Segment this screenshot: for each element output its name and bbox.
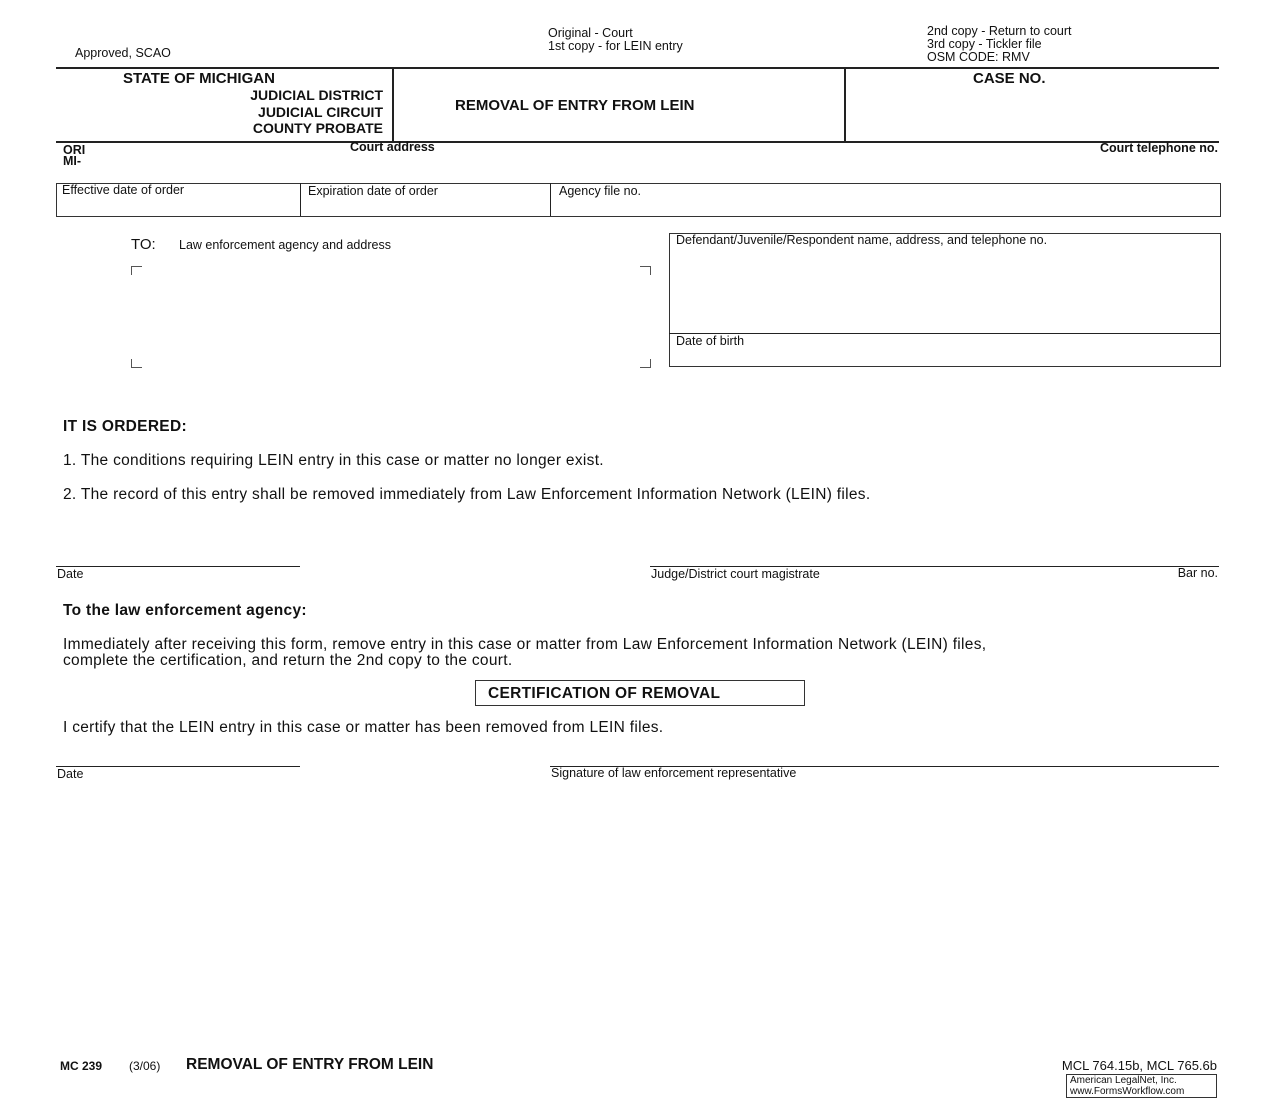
ori-label: ORI xyxy=(63,143,86,157)
court-phone-label: Court telephone no. xyxy=(1099,141,1218,155)
legalnet-badge xyxy=(1066,1074,1217,1098)
distribution-line: 2nd copy - Return to court xyxy=(927,24,1072,38)
judge-label: Judge/District court magistrate xyxy=(651,567,820,581)
to-label: TO: xyxy=(131,236,156,253)
legalnet-name: American LegalNet, Inc. xyxy=(1070,1075,1177,1086)
footer-title: REMOVAL OF ENTRY FROM LEIN xyxy=(186,1056,434,1073)
order-item: 2. The record of this entry shall be removed immediately from Law Enforcement Information Network (LEIN) files. xyxy=(63,486,871,503)
divider xyxy=(300,183,301,216)
divider xyxy=(550,183,551,216)
ordered-heading: IT IS ORDERED: xyxy=(63,418,187,435)
form-title: REMOVAL OF ENTRY FROM LEIN xyxy=(455,97,695,114)
divider xyxy=(392,67,394,142)
statute-reference: MCL 764.15b, MCL 765.6b xyxy=(1061,1058,1217,1073)
agency-instructions: Immediately after receiving this form, remove entry in this case or matter from Law Enforcement Information Network (LEIN) files, xyxy=(63,636,987,653)
court-address-label: Court address xyxy=(350,140,435,154)
ori-prefix: MI- xyxy=(63,154,82,168)
effective-date-field[interactable]: Effective date of order xyxy=(62,183,185,197)
case-no-label: CASE NO. xyxy=(973,70,1046,87)
defendant-box[interactable] xyxy=(669,233,1221,367)
expiration-date-field[interactable]: Expiration date of order xyxy=(308,184,438,198)
date-label: Date xyxy=(57,567,84,581)
dob-label: Date of birth xyxy=(676,334,745,348)
court-type: COUNTY PROBATE xyxy=(252,120,383,136)
date-label: Date xyxy=(57,767,84,781)
legalnet-url: www.FormsWorkflow.com xyxy=(1070,1086,1185,1097)
agency-file-field[interactable]: Agency file no. xyxy=(559,184,641,198)
to-sublabel: Law enforcement agency and address xyxy=(179,238,391,252)
agency-instructions: complete the certification, and return the 2nd copy to the court. xyxy=(63,652,513,669)
certification-text: I certify that the LEIN entry in this case or matter has been removed from LEIN files. xyxy=(63,719,664,736)
certification-title: CERTIFICATION OF REMOVAL xyxy=(488,685,721,702)
agency-heading: To the law enforcement agency: xyxy=(63,602,307,619)
court-type: JUDICIAL CIRCUIT xyxy=(258,104,383,120)
date-line[interactable] xyxy=(56,566,300,567)
approved-label: Approved, SCAO xyxy=(75,46,171,60)
divider xyxy=(844,67,846,142)
divider xyxy=(56,141,1219,143)
distribution-line: 3rd copy - Tickler file xyxy=(927,37,1042,51)
distribution-line: 1st copy - for LEIN entry xyxy=(548,39,683,53)
distribution-line: Original - Court xyxy=(548,26,633,40)
form-revision: (3/06) xyxy=(129,1059,161,1073)
court-type: JUDICIAL DISTRICT xyxy=(250,87,383,103)
form-number: MC 239 xyxy=(60,1059,103,1073)
defendant-label: Defendant/Juvenile/Respondent name, address, and telephone no. xyxy=(676,233,1048,247)
osm-code: OSM CODE: RMV xyxy=(927,50,1030,64)
bar-no-label: Bar no. xyxy=(1177,566,1218,580)
state-label: STATE OF MICHIGAN xyxy=(123,70,275,87)
order-item: 1. The conditions requiring LEIN entry in this case or matter no longer exist. xyxy=(63,452,604,469)
signature-label: Signature of law enforcement representative xyxy=(551,766,797,780)
divider xyxy=(56,67,1219,69)
date-line[interactable] xyxy=(56,766,300,767)
divider xyxy=(669,333,1220,334)
